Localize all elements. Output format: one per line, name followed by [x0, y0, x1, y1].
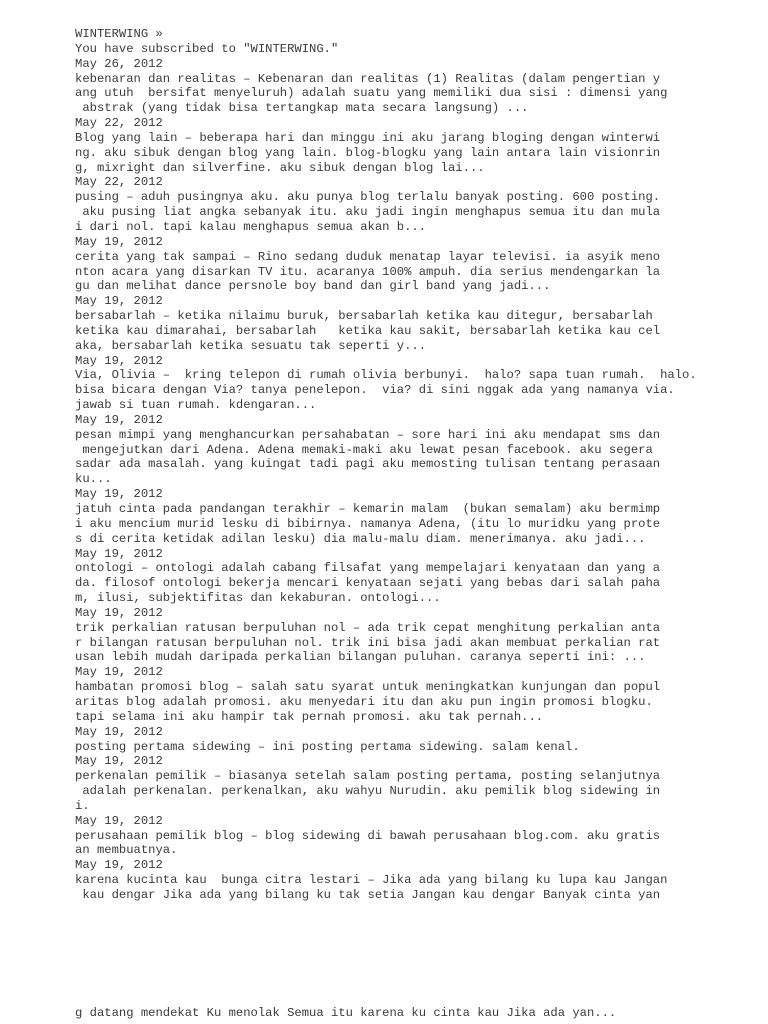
post-excerpt-line: kau dengar Jika ada yang bilang ku tak setia Jangan kau dengar Banyak cinta yan: [75, 887, 661, 902]
post-date: May 26, 2012: [75, 56, 163, 71]
post-date: May 19, 2012: [75, 813, 163, 828]
post-date: May 19, 2012: [75, 546, 163, 561]
post-excerpt-line: usan lebih mudah daripada perkalian bilangan puluhan. caranya seperti ini: ...: [75, 650, 646, 665]
continuation-line: g datang mendekat Ku menolak Semua itu karena ku cinta kau Jika ada yan...: [75, 1006, 617, 1020]
feed-lines: [75, 27, 697, 903]
post-excerpt-line: trik perkalian ratusan berpuluhan nol – ada trik cepat menghitung perkalian anta: [75, 620, 661, 635]
post-excerpt-line: an membuatnya.: [75, 843, 178, 858]
post-excerpt-line: pusing – aduh pusingnya aku. aku punya blog terlalu banyak posting. 600 posting.: [75, 190, 661, 205]
post-excerpt-line: Blog yang lain – beberapa hari dan minggu ini aku jarang bloging dengan winterwi: [75, 130, 661, 145]
post-excerpt-line: g, mixright dan silverfine. aku sibuk dengan blog lai...: [75, 160, 485, 175]
post-excerpt-line: cerita yang tak sampai – Rino sedang duduk menatap layar televisi. ia asyik meno: [75, 249, 661, 264]
post-excerpt-line: m, ilusi, subjektifitas dan kekaburan. ontologi...: [75, 591, 441, 606]
post-excerpt-line: gu dan melihat dance persnole boy band dan girl band yang jadi...: [75, 279, 551, 294]
post-excerpt-line: kebenaran dan realitas – Kebenaran dan realitas (1) Realitas (dalam pengertian y: [75, 71, 661, 86]
post-excerpt-line: Via, Olivia – kring telepon di rumah olivia berbunyi. halo? sapa tuan rumah. halo.: [75, 368, 697, 383]
post-excerpt-line: pesan mimpi yang menghancurkan persahabatan – sore hari ini aku mendapat sms dan: [75, 427, 661, 442]
post-excerpt-line: i aku mencium murid lesku di bibirnya. namanya Adena, (itu lo muridku yang prote: [75, 516, 661, 531]
post-date: May 19, 2012: [75, 412, 163, 427]
post-date: May 22, 2012: [75, 116, 163, 131]
post-excerpt-line: posting pertama sidewing – ini posting pertama sidewing. salam kenal.: [75, 739, 580, 754]
post-excerpt-line: nton acara yang disarkan TV itu. acaranya 100% ampuh. dia serius mendengarkan la: [75, 264, 661, 279]
subscription-note: You have subscribed to "WINTERWING.": [75, 41, 339, 56]
post-excerpt-line: ontologi – ontologi adalah cabang filsafat yang mempelajari kenyataan dan yang a: [75, 561, 661, 576]
post-excerpt-line: ang utuh bersifat menyeluruh) adalah suatu yang memiliki dua sisi : dimensi yang: [75, 86, 668, 101]
post-excerpt-line: sadar ada masalah. yang kuingat tadi pagi aku memosting tulisan tentang perasaan: [75, 457, 661, 472]
post-excerpt-line: bersabarlah – ketika nilaimu buruk, bersabarlah ketika kau ditegur, bersabarlah: [75, 309, 653, 324]
post-excerpt-line: karena kucinta kau bunga citra lestari – Jika ada yang bilang ku lupa kau Jangan: [75, 873, 668, 888]
post-excerpt-line: ketika kau dimarahai, bersabarlah ketika kau sakit, bersabarlah ketika kau cel: [75, 323, 661, 338]
post-excerpt-line: adalah perkenalan. perkenalkan, aku wahyu Nurudin. aku pemilik blog sidewing in: [75, 784, 661, 799]
post-excerpt-line: jatuh cinta pada pandangan terakhir – kemarin malam (bukan semalam) aku bermimp: [75, 502, 661, 516]
post-date: May 19, 2012: [75, 724, 163, 739]
post-excerpt-line: hambatan promosi blog – salah satu syarat untuk meningkatkan kunjungan dan popul: [75, 680, 661, 695]
post-date: May 19, 2012: [75, 353, 163, 368]
post-excerpt-line: bisa bicara dengan Via? tanya penelepon. via? di sini nggak ada yang namanya via.: [75, 383, 675, 398]
post-excerpt-line: perusahaan pemilik blog – blog sidewing di bawah perusahaan blog.com. aku gratis: [75, 828, 661, 843]
post-date: May 22, 2012: [75, 175, 163, 190]
post-excerpt-line: ng. aku sibuk dengan blog yang lain. blog-blogku yang lain antara lain visionrin: [75, 145, 661, 160]
post-excerpt-line: da. filosof ontologi bekerja mencari kenyataan sejati yang bebas dari salah paha: [75, 576, 661, 591]
post-date: May 19, 2012: [75, 754, 163, 769]
post-date: May 19, 2012: [75, 487, 163, 502]
post-date: May 19, 2012: [75, 234, 163, 249]
post-excerpt-line: r bilangan ratusan berpuluhan nol. trik ini bisa jadi akan membuat perkalian rat: [75, 635, 661, 650]
post-date: May 19, 2012: [75, 294, 163, 309]
post-date: May 19, 2012: [75, 665, 163, 680]
post-excerpt-line: i dari nol. tapi kalau menghapus semua akan b...: [75, 219, 427, 234]
post-excerpt-line: abstrak (yang tidak bisa tertangkap mata secara langsung) ...: [75, 101, 529, 116]
post-excerpt-line: s di cerita ketidak adilan lesku) dia malu-malu diam. menerimanya. aku jadi...: [75, 531, 646, 546]
post-date: May 19, 2012: [75, 605, 163, 620]
post-date: May 19, 2012: [75, 858, 163, 873]
post-excerpt-line: aritas blog adalah promosi. aku menyedari itu dan aku pun ingin promosi blogku.: [75, 694, 653, 709]
post-excerpt-line: perkenalan pemilik – biasanya setelah salam posting pertama, posting selanjutnya: [75, 769, 661, 784]
post-excerpt-line: mengejutkan dari Adena. Adena memaki-maki aku lewat pesan facebook. aku segera: [75, 442, 653, 457]
blog-title: WINTERWING »: [75, 27, 163, 41]
post-excerpt-line: i.: [75, 798, 90, 813]
post-excerpt-line: aku pusing liat angka sebanyak itu. aku jadi ingin menghapus semua itu dan mula: [75, 205, 661, 220]
post-excerpt-line: tapi selama ini aku hampir tak pernah promosi. aku tak pernah...: [75, 709, 544, 724]
post-excerpt-line: ku...: [75, 472, 112, 487]
post-excerpt-line: aka, bersabarlah ketika sesuatu tak seperti y...: [75, 338, 427, 353]
post-excerpt-line: jawab si tuan rumah. kdengaran...: [75, 398, 317, 413]
